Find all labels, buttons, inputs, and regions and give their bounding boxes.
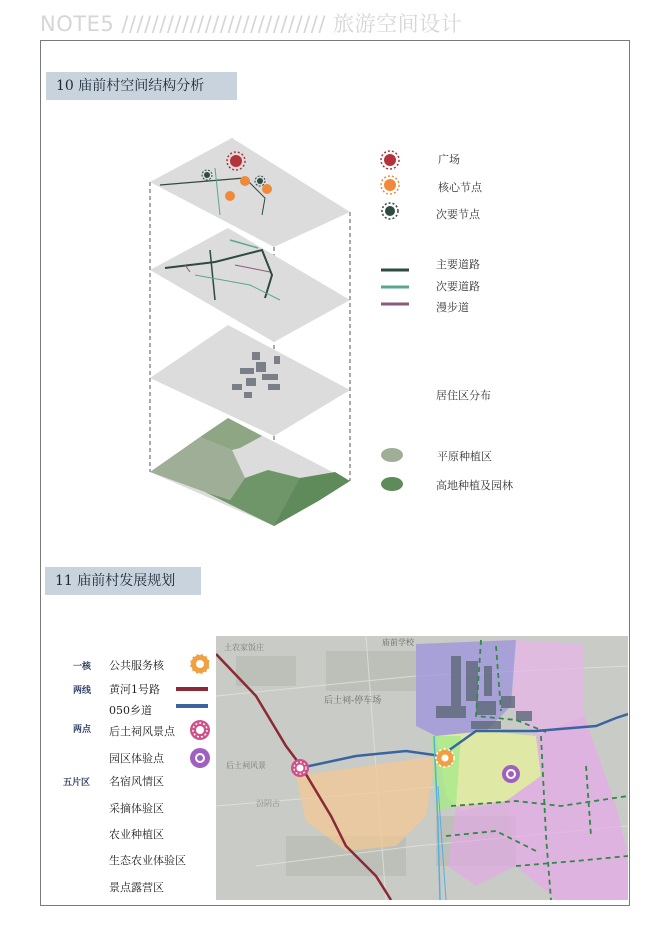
marker-two-points: 两点 (73, 725, 92, 735)
legend-main-road-label: 主要道路 (436, 258, 480, 271)
map-label-houtu: 后土祠风景 (226, 761, 266, 770)
zone-camp-label: 景点露营区 (109, 881, 164, 894)
header-note: NOTE5 (40, 12, 115, 36)
marker-two-lines: 两线 (73, 686, 92, 696)
marker-one-core: 一核 (73, 662, 92, 672)
legend-road-huanghe-label: 黄河1号路 (109, 683, 160, 696)
section-title-structure: 10 庙前村空间结构分析 (46, 72, 237, 100)
legend-experience-spot-label: 园区体验点 (109, 752, 164, 765)
legend-core-node-label: 核心节点 (438, 181, 482, 194)
zone-agri-label: 农业种植区 (109, 828, 164, 841)
zone-homestay-label: 名宿风情区 (109, 775, 164, 788)
legend-road-050-label: 050乡道 (109, 704, 152, 717)
header-slashes: /////////////////////////// (121, 12, 326, 36)
map-label-farm: 土农家饭庄 (224, 643, 264, 652)
legend-secondary-road-label: 次要道路 (436, 280, 480, 293)
legend-plaza-label: 广场 (438, 153, 460, 166)
development-plan-map (216, 636, 628, 900)
header-title: 旅游空间设计 (333, 12, 463, 36)
legend-highland-label: 高地种植及园林 (436, 479, 513, 492)
legend-service-core-label: 公共服务核 (109, 659, 164, 672)
zone-eco-label: 生态农业体验区 (109, 854, 186, 867)
legend-scenic-spot-label: 后土祠风景点 (109, 725, 175, 738)
legend-service-core-icon (190, 654, 210, 674)
legend-experience-spot-icon (190, 748, 210, 768)
section-title-development: 11 庙前村发展规划 (45, 567, 201, 595)
legend-residential-label: 居住区分布 (436, 389, 491, 402)
scenic-spot-icon (291, 759, 309, 777)
legend-scenic-spot-icon (190, 720, 210, 740)
zone-picking-label: 采摘体验区 (109, 802, 164, 815)
legend-plain-label: 平原种植区 (437, 450, 492, 463)
experience-spot-icon (502, 765, 520, 783)
map-label-ancient: 汾阴古 (256, 799, 280, 808)
map-label-parking: 后土祠-停车场 (324, 696, 382, 706)
legend-walkway-label: 漫步道 (436, 301, 469, 314)
map-label-school: 庙前学校 (382, 638, 414, 647)
legend-secondary-node-label: 次要节点 (436, 208, 480, 221)
marker-five-zones: 五片区 (63, 778, 91, 788)
service-core-icon (436, 749, 454, 767)
